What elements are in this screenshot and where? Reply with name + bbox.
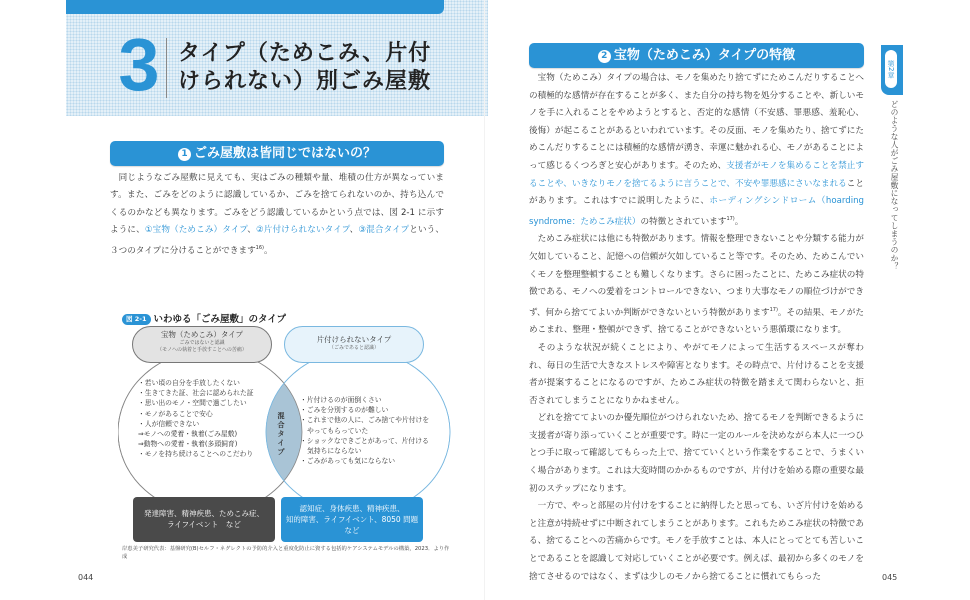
section-title-line2: けられない）別ごみ屋敷 bbox=[178, 69, 432, 94]
list-item: ・ショックなできごとがあって、片付ける気持ちにならない bbox=[300, 436, 429, 456]
list-item: ・思い出のモノ・空間で過ごしたい bbox=[138, 399, 247, 408]
subsection-heading-2 bbox=[529, 43, 864, 68]
number-marker-icon: 1 bbox=[178, 148, 191, 161]
cannot-tidy-traits-list bbox=[300, 395, 430, 466]
reference-marker: 17) bbox=[769, 306, 778, 313]
paragraph: ためこみ症状には他にも特徴があります。情報を整理できないことや分類する能力が欠如していること、記憶への信頼が欠如していること等です。そのため、ためこんでいくモノを整理整頓することも難しくなります。さらに困ったことに、ためこみ症状の特徴である、モノへの愛着をコントロールできない、つまり大事なモノの順位づけができず、何から捨ててよいか判断ができないという特徴があります$^{17)}$。その結果、モノがためこまれ、整理・整頓ができず、捨てることができないという悪循環になります。 bbox=[529, 234, 864, 336]
figure-caption: 岸恵美子研究代表：基盤研究(B)セルフ・ネグレクトの予防的介入と重度化防止に資する包括的ケアシステムモデルの構築，2023．より作成 bbox=[122, 546, 450, 560]
paragraph: 宝物（ためこみ）タイプの場合は、モノを集めたり捨てずにためこんだりすることへの積極的な感情が存在することが多く、また自分の持ち物を処分することや、新しいモノを手に入れることをやめようとすると、否定的な感情（不安感、罪悪感、羞恥心、後悔）が起こることがあるといわれています。その反面、モノを集めたり、捨てずにためこんだりすることには積極的な感情が湧き、幸運に魅かれる心、モノがあることによって感じるくつろぎと安心があります。そのため、支援者がモノを集めることを禁止することや、いきなりモノを捨てるように言うことで、不安や罪悪感にさいなまれることがあります。これはすでに説明したように、ホーディングシンドローム（hoarding syndrome：ためこみ症状）の特徴とされています$^{17)}$。 bbox=[529, 73, 864, 227]
cannot-tidy-type-label: 片付けられないタイプ （ごみであると認識） bbox=[284, 326, 424, 363]
paragraph: そのような状況が続くことにより、やがてモノによって生活するスペースが奪われ、毎日の生活で大きなストレスや障害となります。その時点で、片付けることを支援者が提案することになるのですが、ためこみ症状の特徴を踏まえて関わらないと、拒否されてしまうことになりかねません。 bbox=[529, 342, 864, 406]
highlighted-text: 支援者がモノを集めることを禁止することや、いきなりモノを捨てるように言うことで、不安や罪悪感にさいなまれる bbox=[529, 160, 864, 189]
figure-badge: 図 2-1 bbox=[122, 314, 151, 325]
list-item: ・ごみがあっても気にならない bbox=[300, 457, 396, 466]
venn-diagram bbox=[118, 322, 453, 502]
list-item: ⇒モノへの愛着・執着(ごみ屋敷) bbox=[138, 430, 238, 439]
section-title-line1: タイプ（ためこみ、片付 bbox=[178, 41, 432, 66]
type-2-term: ②片付けられないタイプ bbox=[255, 225, 350, 236]
list-item: ・生きてきた証、社会に認められた証 bbox=[138, 389, 254, 398]
list-item: ・ごみを分別するのが難しい bbox=[300, 406, 389, 415]
mixed-type-label: 混合タイプ bbox=[277, 412, 285, 456]
list-item: ⇒動物への愛着・執着(多頭飼育) bbox=[138, 440, 238, 449]
hoarding-traits-list bbox=[138, 378, 276, 460]
subsection-heading-text: ごみ屋敷は皆同じではないの？ bbox=[193, 146, 376, 161]
type-3-term: ③混合タイプ bbox=[358, 225, 410, 236]
section1-paragraph: 同じようなごみ屋敷に見えても、実はごみの種類や量、堆積の仕方が異なっています。また、ごみをどのように認識しているか、ごみを捨てられないのか、持ち込んでくるのかなども異なります。ごみをどう認識しているかという点では、図 2-1 に示すように、①宝物（ためこみ）タイプ、②片付けられないタイプ、③混合タイプという、３つのタイプに分けることができます$^{16)}$。 bbox=[110, 173, 444, 256]
paragraph: 一方で、やっと部屋の片付けをすることに納得したと思っても、いざ片付けを始めると注意が持続せずに中断されてしまうことがあります。これもためこみ症状の特徴である、捨てることへの苦痛からです。モノを手放すことは、本人にとってとても苦しいことであることを認識して対応していくことが必要です。例えば、最初から多くのモノを捨てさせるのではなく、まずは少しのモノから捨てることに慣れてもらった bbox=[529, 501, 864, 582]
list-item: ・人が信頼できない bbox=[138, 419, 200, 428]
list-item: ・これまで他の人に、ごみ捨てや片付けをやってもらっていた bbox=[300, 416, 430, 435]
list-item: ・若い頃の自分を手放したくない bbox=[138, 379, 240, 387]
page-number-right: 045 bbox=[882, 573, 898, 582]
type-1-term: ①宝物（ためこみ）タイプ bbox=[144, 225, 248, 236]
list-item: ・片付けるのが面倒くさい bbox=[300, 396, 382, 404]
hoarding-type-label: 宝物（ためこみ）タイプ ごみではないと認識 （モノへの執着と手放すことへの苦痛） bbox=[132, 326, 272, 363]
section-number: 3 bbox=[118, 23, 160, 106]
list-item: ・モノがあることで安心 bbox=[138, 409, 213, 418]
subsection-heading-1 bbox=[110, 141, 444, 166]
running-chapter-title: どのような人がごみ屋敷になってしまうのか？ bbox=[890, 100, 899, 271]
paragraph: どれを捨ててよいのか優先順位がつけられないため、捨てるモノを判断できるように支援者が寄り添っていくことが重要です。時に一定のルールを決めながら本人に一つひとつ手に取って確認してもらった上で、捨てていくという作業をすることで、うまくいく場合があります。これは大変時間のかかるものですが、片付けを始める際の重要な最初のステップになります。 bbox=[529, 413, 864, 494]
hoarding-syndrome-term: ホーディングシンドローム（hoarding syndrome：ためこみ症状） bbox=[529, 196, 864, 227]
section-title bbox=[178, 40, 448, 96]
figure-title: 図 2-1 いわゆる「ごみ屋敷」のタイプ bbox=[122, 311, 286, 325]
header-divider bbox=[166, 38, 167, 98]
section2-body bbox=[529, 70, 864, 586]
hoarding-causes-box: 発達障害、精神疾患、ためこみ症、 ライフイベント など bbox=[133, 497, 275, 542]
page-number-left: 044 bbox=[78, 573, 94, 582]
number-marker-icon: 2 bbox=[598, 50, 611, 63]
reference-marker: 16) bbox=[255, 244, 264, 251]
subsection-heading-text: 宝物（ためこみ）タイプの特徴 bbox=[613, 48, 796, 63]
cannot-tidy-causes-box: 認知症、身体疾患、精神疾患、 知的障害、ライフイベント、8050 問題 など bbox=[281, 497, 423, 542]
page-spine bbox=[484, 0, 485, 600]
list-item: ・モノを持ち続けることへのこだわり bbox=[138, 450, 254, 459]
chapter-header-bar bbox=[66, 0, 444, 14]
chapter-tab-label: 第2章 bbox=[885, 50, 897, 88]
reference-marker: 17) bbox=[726, 215, 735, 222]
